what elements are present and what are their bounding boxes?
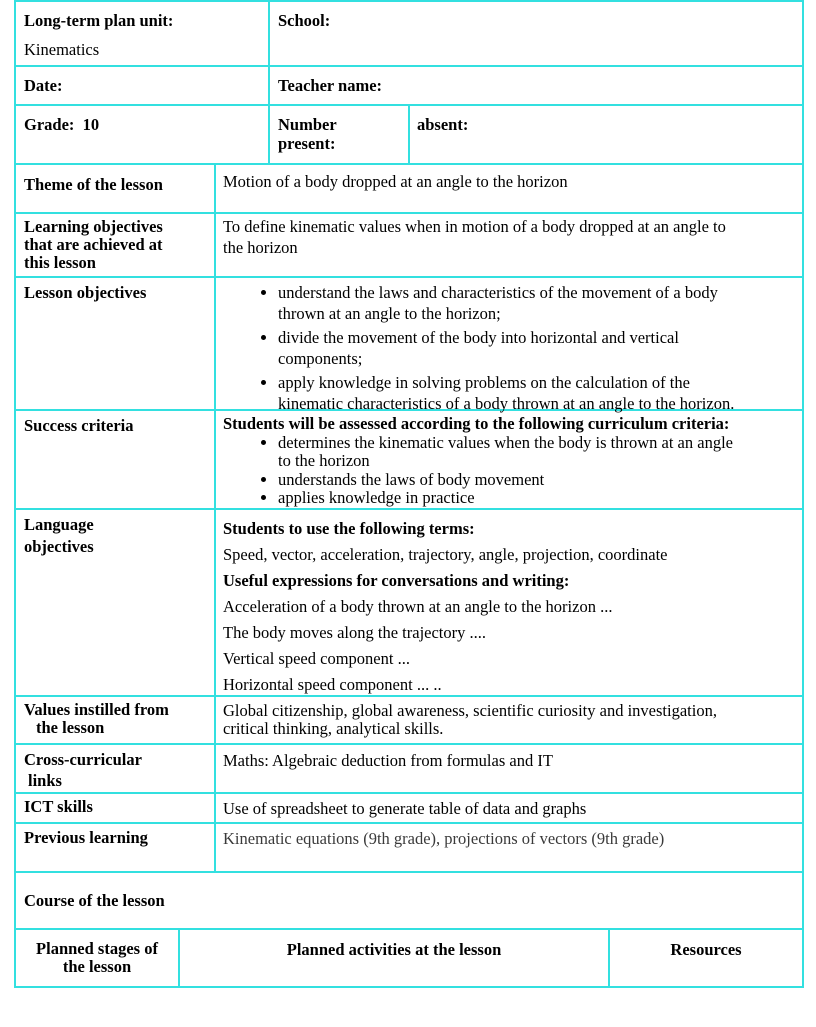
lesson-objective-item-line: • understand the laws and characteristics of the movement of a body bbox=[278, 283, 718, 302]
lo-value-line-1: To define kinematic values when in motion of a body dropped at an angle to bbox=[223, 217, 726, 236]
lang-label-line-2: objectives bbox=[24, 537, 94, 556]
date-label: Date: bbox=[24, 76, 63, 95]
stages-line-2: the lesson bbox=[62, 957, 132, 976]
success-criterion-item-line: • understands the laws of body movement bbox=[278, 469, 545, 489]
lesson-objective-item-line: • apply knowledge in solving problems on the calculation of the bbox=[278, 373, 690, 392]
cross-curricular-value: Maths: Algebraic deduction from formulas and IT bbox=[223, 751, 553, 770]
terms-heading: Students to use the following terms: bbox=[223, 519, 475, 538]
lesson-objective-item-line: kinematic characteristics of a body thrown at an angle to the horizon. bbox=[278, 394, 735, 413]
resources-header: Resources bbox=[670, 940, 742, 959]
grade-label: Grade: 10 bbox=[24, 115, 100, 134]
teacher-name-label: Teacher name: bbox=[278, 76, 383, 95]
expression-2: The body moves along the trajectory .... bbox=[223, 623, 487, 642]
course-of-lesson-label: Course of the lesson bbox=[24, 891, 165, 910]
unit-cell bbox=[24, 11, 264, 59]
lesson-objectives-list bbox=[223, 282, 798, 417]
lesson-objective-item bbox=[278, 372, 798, 414]
lo-label-line-1: Learning objectives bbox=[24, 217, 163, 236]
school-label: School: bbox=[278, 11, 331, 30]
learning-objectives-label bbox=[24, 218, 163, 272]
success-criterion-item-line: • determines the kinematic values when the body is thrown at an angle bbox=[278, 432, 733, 452]
values-label-line-1: Values instilled from bbox=[24, 700, 169, 719]
unit-value: Kinematics bbox=[24, 40, 100, 59]
values-label-line-2: the lesson bbox=[36, 718, 105, 737]
previous-learning-label: Previous learning bbox=[24, 828, 148, 847]
cross-curricular-label bbox=[24, 749, 142, 791]
lo-label-line-3: this lesson bbox=[24, 253, 96, 272]
values-line-1: Global citizenship, global awareness, scientific curiosity and investigation, bbox=[223, 701, 717, 720]
success-criterion-item bbox=[278, 434, 798, 471]
success-criteria-label: Success criteria bbox=[24, 416, 134, 435]
language-objectives-content bbox=[223, 516, 667, 698]
success-criteria-content bbox=[223, 415, 798, 508]
planned-activities-header: Planned activities at the lesson bbox=[286, 940, 502, 959]
previous-learning-value: Kinematic equations (9th grade), projections of vectors (9th grade) bbox=[223, 829, 665, 848]
values-label bbox=[24, 701, 169, 737]
lo-value-line-2: the horizon bbox=[223, 238, 298, 257]
number-present-label bbox=[278, 115, 337, 153]
lang-label-line-1: Language bbox=[24, 515, 94, 534]
success-criterion-item bbox=[278, 471, 798, 490]
theme-value: Motion of a body dropped at an angle to the horizon bbox=[223, 172, 568, 191]
planned-stages-header bbox=[16, 940, 178, 976]
lesson-objective-item-line: thrown at an angle to the horizon; bbox=[278, 304, 501, 323]
values-content bbox=[223, 702, 717, 738]
lesson-objective-item bbox=[278, 327, 798, 369]
number-present-line-1: Number bbox=[278, 115, 337, 134]
stages-line-1: Planned stages of bbox=[36, 939, 158, 958]
lesson-objective-item bbox=[278, 282, 798, 324]
expressions-heading: Useful expressions for conversations and writing: bbox=[223, 571, 570, 590]
success-criterion-item bbox=[278, 489, 798, 508]
lesson-objectives-label: Lesson objectives bbox=[24, 283, 147, 302]
absent-label: absent: bbox=[417, 115, 469, 134]
number-present-line-2: present: bbox=[278, 134, 336, 153]
expression-3: Vertical speed component ... bbox=[223, 649, 410, 668]
success-criteria-heading: Students will be assessed according to the following curriculum criteria: bbox=[223, 414, 730, 433]
terms-text: Speed, vector, acceleration, trajectory, angle, projection, coordinate bbox=[223, 545, 668, 564]
values-line-2: critical thinking, analytical skills. bbox=[223, 719, 444, 738]
success-criterion-item-line: • applies knowledge in practice bbox=[278, 488, 475, 507]
expression-4: Horizontal speed component ... .. bbox=[223, 675, 442, 694]
cross-label-line-1: Cross-curricular bbox=[24, 750, 142, 769]
learning-objectives-value bbox=[223, 216, 726, 258]
cross-label-line-2: links bbox=[28, 771, 62, 790]
language-objectives-label bbox=[24, 514, 94, 558]
success-criterion-item-line: to the horizon bbox=[278, 451, 370, 470]
theme-label: Theme of the lesson bbox=[24, 175, 163, 194]
lo-label-line-2: that are achieved at bbox=[24, 235, 163, 254]
ict-skills-value: Use of spreadsheet to generate table of data and graphs bbox=[223, 799, 587, 818]
expression-1: Acceleration of a body thrown at an angle to the horizon ... bbox=[223, 597, 613, 616]
lesson-objective-item-line: • divide the movement of the body into horizontal and vertical bbox=[278, 328, 679, 347]
unit-label: Long-term plan unit: bbox=[24, 11, 174, 30]
lesson-objective-item-line: components; bbox=[278, 349, 363, 368]
ict-skills-label: ICT skills bbox=[24, 797, 93, 816]
